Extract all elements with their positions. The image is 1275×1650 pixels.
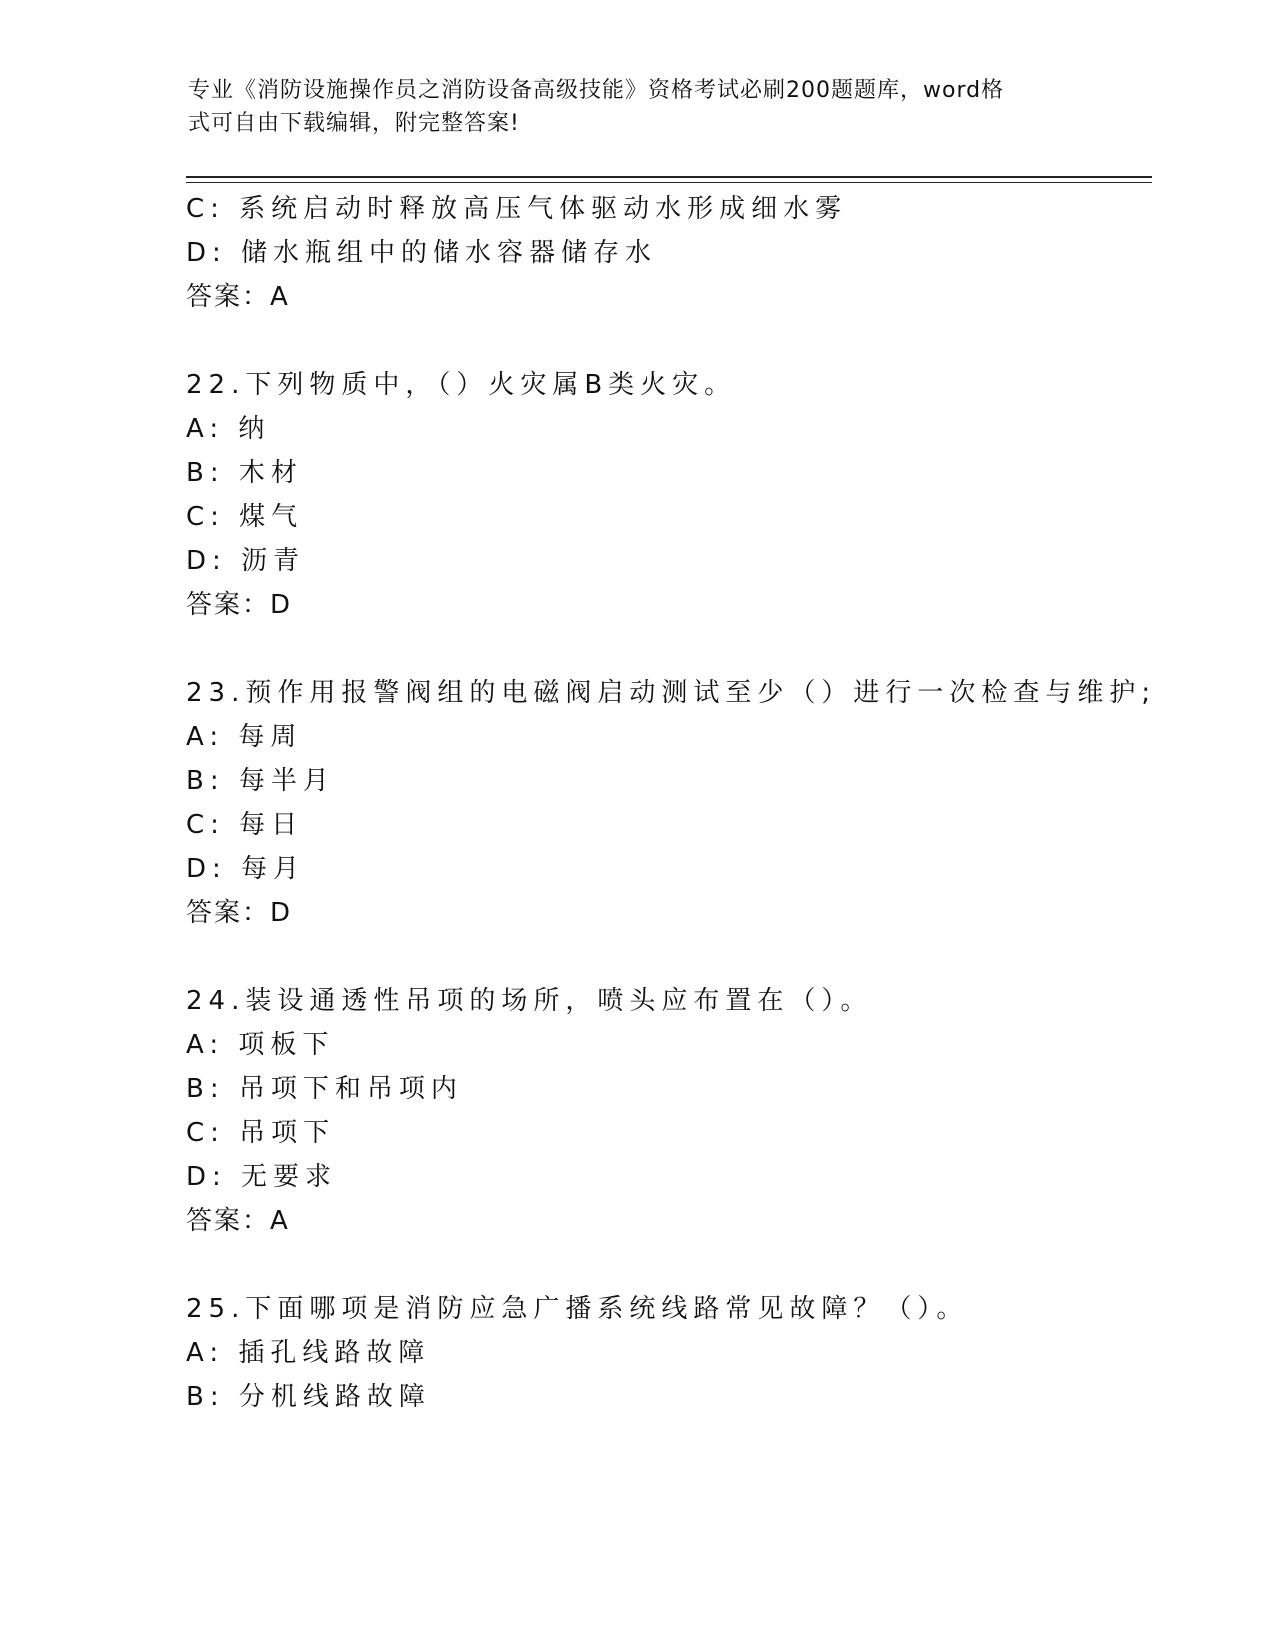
question-22-option-a: A: 纳 <box>186 414 271 444</box>
question-22-option-b: B: 木材 <box>186 458 303 488</box>
question-24-option-d: D: 无要求 <box>186 1162 338 1192</box>
question-24-answer: 答案：A <box>186 1206 290 1236</box>
question-24: 24.装设通透性吊项的场所，喷头应布置在（）。 <box>186 986 873 1016</box>
question-22-option-d: D: 沥青 <box>186 546 306 576</box>
question-22-answer: 答案：D <box>186 590 293 620</box>
prev-answer: 答案：A <box>186 282 290 312</box>
question-23-option-d: D: 每月 <box>186 854 306 884</box>
question-24-option-b: B: 吊项下和吊项内 <box>186 1074 463 1104</box>
question-22-option-c: C: 煤气 <box>186 502 304 532</box>
prev-option-d: D: 储水瓶组中的储水容器储存水 <box>186 238 658 268</box>
question-25-option-b: B: 分机线路故障 <box>186 1382 431 1412</box>
header-line-1: 专业《消防设施操作员之消防设备高级技能》资格考试必刷200题题库，word格 <box>188 78 1005 103</box>
header-divider-thin <box>186 182 1152 183</box>
question-24-option-a: A: 项板下 <box>186 1030 335 1060</box>
question-24-option-c: C: 吊项下 <box>186 1118 336 1148</box>
header-line-2: 式可自由下载编辑，附完整答案! <box>188 111 520 136</box>
question-23-option-c: C: 每日 <box>186 810 304 840</box>
question-22: 22.下列物质中，（）火灾属B类火灾。 <box>186 370 737 400</box>
document-header <box>188 74 1058 140</box>
prev-option-c: C: 系统启动时释放高压气体驱动水形成细水雾 <box>186 194 848 224</box>
question-23-answer: 答案：D <box>186 898 293 928</box>
question-23-option-b: B: 每半月 <box>186 766 335 796</box>
question-25: 25.下面哪项是消防应急广播系统线路常见故障？（）。 <box>186 1294 969 1324</box>
question-25-option-a: A: 插孔线路故障 <box>186 1338 431 1368</box>
question-23-option-a: A: 每周 <box>186 722 303 752</box>
question-23: 23.预作用报警阀组的电磁阀启动测试至少（）进行一次检查与维护; <box>186 678 1157 708</box>
header-divider-thick <box>186 176 1152 178</box>
